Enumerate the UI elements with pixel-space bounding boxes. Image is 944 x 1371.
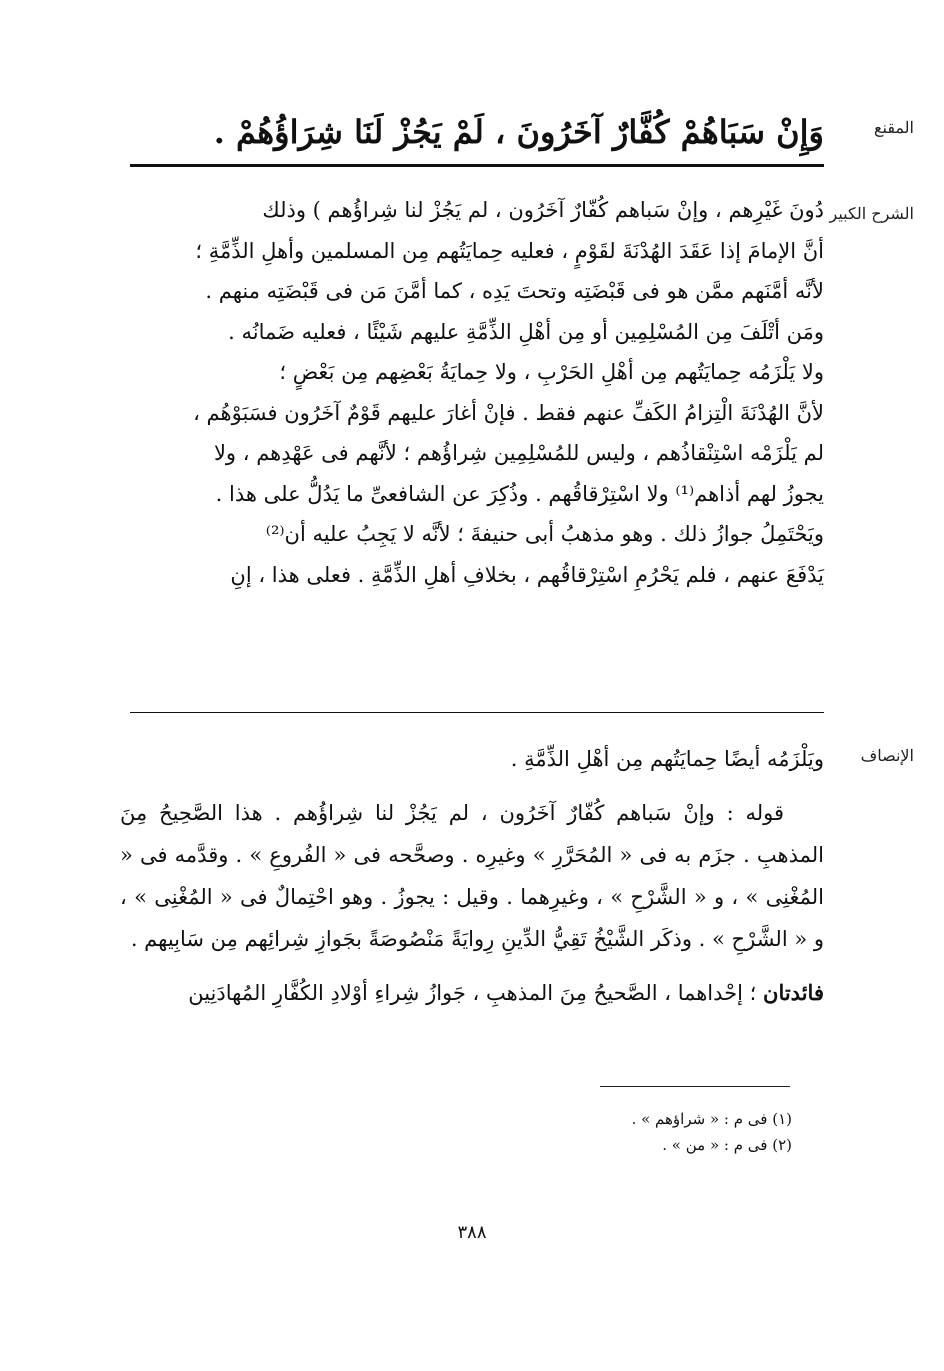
footnotes [292, 1106, 792, 1158]
label-muqni: المقنع [873, 118, 914, 137]
label-sharh: الشرح الكبير [829, 204, 914, 223]
section-divider-thick [130, 164, 824, 167]
sharh-line: ويَحْتَمِلُ جوازُ ذلك . وهو مذهبُ أبى حنيفةَ ؛ لأنَّه لا يَجِبُ عليه أن⁽²⁾ [265, 522, 824, 546]
sharh-body [120, 190, 824, 595]
insaf-first-line: ويَلْزَمُه أيضًا حِمايَتُهم مِن أهْلِ الذِّمَّةِ . [510, 747, 824, 771]
insaf-paragraph: قوله : وإنْ سَباهم كُفّارٌ آخَرُون ، لم يَجُزْ لنا شِراؤُهم . هذا الصَّحِيحُ مِنَ المذهبِ . جزَم به فى « المُحَرَّرِ » وغيرِه . وصحَّحه فى « الفُروعِ » . وقدَّمه فى « المُغْنِى » ، و « الشَّرْحِ » ، وغيرِهما . وقيل : يجوزُ . وهو احْتِمالٌ فى « المُغْنِى » ، و « الشَّرْحِ » . وذكَر الشَّيْخُ تَقِيُّ الدِّينِ رِوايَةً مَنْصُوصَةً بجَوازِ شِرائِهم مِن سَابِيهم . [120, 801, 824, 951]
sharh-line: يَدْفَعَ عنهم ، فلم يَحْرُمِ اسْتِرْقاقُهم ، بخلافِ أهلِ الذِّمَّةِ . فعلى هذا ، إنِ [230, 562, 824, 587]
page-number: ٣٨٨ [457, 1222, 487, 1243]
sharh-line: لأنَّه أمَّنَهم ممَّن هو فى قَبْضَتِه وتحتَ يَدِه ، كما أمَّنَ مَن فى قَبْضَتِه منهم . [205, 279, 824, 303]
sharh-line: لم يَلْزَمْه اسْتِنْقاذُهم ، وليس للمُسْلِمِين شِراؤُهم ؛ لأنَّهم فى عَهْدِهم ، ولا [213, 441, 824, 465]
footnote-divider [600, 1086, 790, 1087]
sharh-line: ولا يَلْزَمُه حِمايَتُهم مِن أهْلِ الحَرْبِ ، ولا حِمايَةُ بَعْضِهم مِن بَعْضٍ ؛ [279, 360, 824, 384]
section-divider-thin [130, 712, 824, 713]
muqni-text: وَإِنْ سَبَاهُمْ كُفَّارٌ آخَرُونَ ، لَمْ يَجُزْ لَنَا شِرَاؤُهُمْ . [213, 113, 824, 151]
fawaid-text: ؛ إحْداهما ، الصَّحيحُ مِنَ المذهبِ ، جَوازُ شِراءِ أوْلادِ الكُفَّارِ المُهادَنِين [188, 981, 764, 1005]
sharh-line: يجوزُ لهم أذاهم⁽¹⁾ ولا اسْتِرْقاقُهم . وذُكِرَ عن الشافعىِّ ما يَدُلُّ على هذا . [215, 481, 824, 506]
label-insaf: الإنصاف [860, 746, 914, 765]
insaf-fawaid [120, 972, 824, 1014]
sharh-line: ومَن أتْلَفَ مِن المُسْلِمِين أو مِن أهْلِ الذِّمَّةِ عليهم شَيْئًا ، فعليه ضَمانُه . [228, 319, 824, 344]
footnote: (٢) فى م : « من » . [662, 1136, 792, 1154]
fawaid-heading: فائدتان [763, 980, 824, 1005]
footnote: (١) فى م : « شراؤهم » . [631, 1110, 792, 1128]
sharh-line: دُونَ غَيْرِهم ، وإنْ سَباهم كُفّارٌ آخَرُون ، لم يَجُزْ لنا شِراؤُهم ) وذلك [262, 198, 824, 222]
sharh-line: أنَّ الإمامَ إذا عَقَدَ الهُدْنَةَ لقَوْمٍ ، فعليه حِمايَتُهم مِن المسلمين وأهلِ الذِّمَّةِ ؛ [195, 238, 824, 263]
insaf-body [120, 738, 824, 1014]
sharh-line: لأنَّ الهُدْنَةَ الْتِزامُ الكَفِّ عنهم فقط . فإنْ أغارَ عليهم قَوْمٌ آخَرُون فسَبَوْهُم ، [193, 400, 824, 425]
